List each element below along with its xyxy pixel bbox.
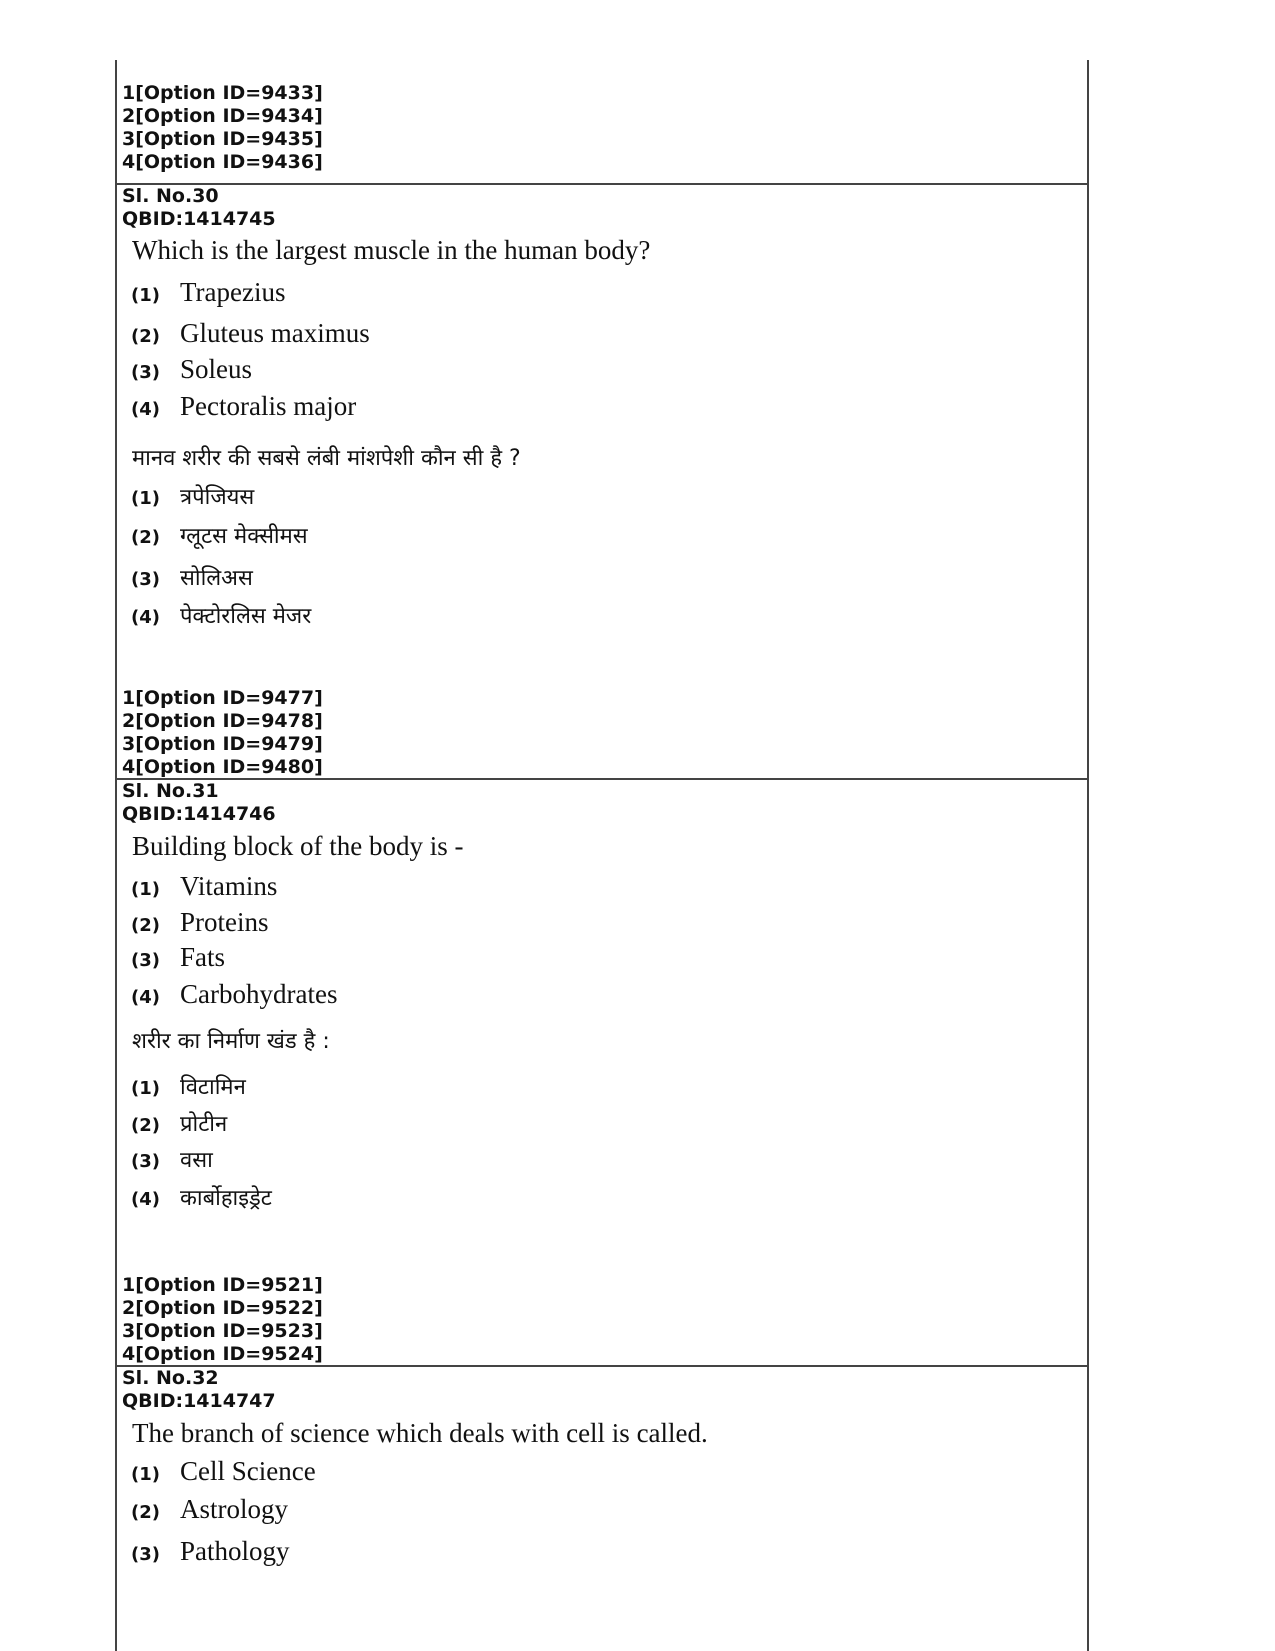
option-id: 3[Option ID=9435]	[122, 128, 323, 150]
serial-number: Sl. No.32	[122, 1367, 219, 1389]
option-text: प्रोटीन	[180, 1112, 228, 1137]
option-number: (3)	[131, 362, 160, 383]
option-id: 2[Option ID=9478]	[122, 710, 323, 732]
option-number: (1)	[131, 1078, 160, 1099]
serial-number: Sl. No.30	[122, 185, 219, 207]
option-text: Trapezius	[180, 277, 286, 307]
option-en	[131, 942, 225, 973]
option-number: (1)	[131, 879, 160, 900]
question-block-31	[117, 780, 1087, 1367]
qbid: QBID:1414747	[122, 1390, 276, 1412]
question-text-hi: मानव शरीर की सबसे लंबी मांशपेशी कौन सी है ?	[132, 446, 521, 471]
option-en	[131, 1536, 290, 1567]
option-text: ग्लूटस मेक्सीमस	[180, 524, 308, 549]
option-text: Proteins	[180, 907, 269, 937]
question-block-30	[117, 185, 1087, 780]
option-text: Soleus	[180, 354, 253, 384]
option-id: 1[Option ID=9433]	[122, 82, 323, 104]
option-number: (2)	[131, 915, 160, 936]
question-text-en: Building block of the body is -	[132, 831, 464, 861]
option-id: 2[Option ID=9522]	[122, 1297, 323, 1319]
option-hi	[131, 600, 311, 630]
option-number: (4)	[131, 987, 160, 1008]
option-id-list	[122, 687, 323, 779]
option-id: 4[Option ID=9436]	[122, 151, 323, 173]
question-header	[122, 1367, 276, 1413]
option-text: Pectoralis major	[180, 391, 357, 421]
option-number: (1)	[131, 1464, 160, 1485]
option-number: (4)	[131, 399, 160, 420]
option-text: सोलिअस	[180, 566, 253, 591]
option-hi	[131, 1182, 272, 1212]
question-paper-page	[115, 60, 1089, 1651]
question-block-32	[117, 1367, 1087, 1651]
option-number: (2)	[131, 1502, 160, 1523]
option-text: त्रपेजियस	[180, 485, 255, 510]
option-en	[131, 391, 356, 422]
option-id-list	[122, 82, 323, 174]
option-number: (4)	[131, 1189, 160, 1210]
question-text-en: The branch of science which deals with cell is called.	[132, 1418, 708, 1448]
serial-number: Sl. No.31	[122, 780, 219, 802]
option-en	[131, 1494, 288, 1525]
option-number: (1)	[131, 488, 160, 509]
option-hi	[131, 1071, 246, 1101]
option-en	[131, 354, 252, 385]
option-en	[131, 318, 370, 349]
option-id-list	[122, 1274, 323, 1366]
option-number: (4)	[131, 607, 160, 628]
option-text: Gluteus maximus	[180, 318, 370, 348]
option-number: (1)	[131, 285, 160, 306]
option-id: 3[Option ID=9523]	[122, 1320, 323, 1342]
option-id: 4[Option ID=9524]	[122, 1343, 323, 1365]
option-text: Carbohydrates	[180, 979, 338, 1009]
option-text: Cell Science	[180, 1456, 316, 1486]
option-number: (3)	[131, 1544, 160, 1565]
option-hi	[131, 1108, 227, 1138]
option-number: (2)	[131, 1115, 160, 1136]
option-text: Vitamins	[180, 871, 278, 901]
option-en	[131, 277, 286, 308]
option-text: पेक्टोरलिस मेजर	[180, 604, 312, 629]
option-en	[131, 907, 269, 938]
option-text: विटामिन	[180, 1075, 246, 1100]
option-text: Pathology	[180, 1536, 290, 1566]
option-id: 3[Option ID=9479]	[122, 733, 323, 755]
option-text: कार्बोहाइड्रेट	[180, 1186, 272, 1211]
question-text-hi: शरीर का निर्माण खंड है :	[132, 1029, 330, 1054]
option-id: 1[Option ID=9521]	[122, 1274, 323, 1296]
question-text-en: Which is the largest muscle in the human body?	[132, 235, 651, 265]
question-header	[122, 780, 276, 826]
option-text: Astrology	[180, 1494, 288, 1524]
option-hi	[131, 520, 308, 550]
question-block-29-tail	[117, 60, 1087, 185]
option-hi	[131, 1144, 213, 1174]
option-hi	[131, 481, 254, 511]
option-id: 4[Option ID=9480]	[122, 756, 323, 778]
option-en	[131, 871, 277, 902]
option-number: (3)	[131, 1151, 160, 1172]
option-number: (3)	[131, 569, 160, 590]
option-en	[131, 1456, 316, 1487]
question-header	[122, 185, 276, 231]
option-number: (3)	[131, 950, 160, 971]
option-text: वसा	[180, 1148, 213, 1173]
option-number: (2)	[131, 326, 160, 347]
option-hi	[131, 562, 253, 592]
option-id: 1[Option ID=9477]	[122, 687, 323, 709]
option-number: (2)	[131, 527, 160, 548]
qbid: QBID:1414746	[122, 803, 276, 825]
option-id: 2[Option ID=9434]	[122, 105, 323, 127]
option-en	[131, 979, 337, 1010]
qbid: QBID:1414745	[122, 208, 276, 230]
option-text: Fats	[180, 942, 226, 972]
